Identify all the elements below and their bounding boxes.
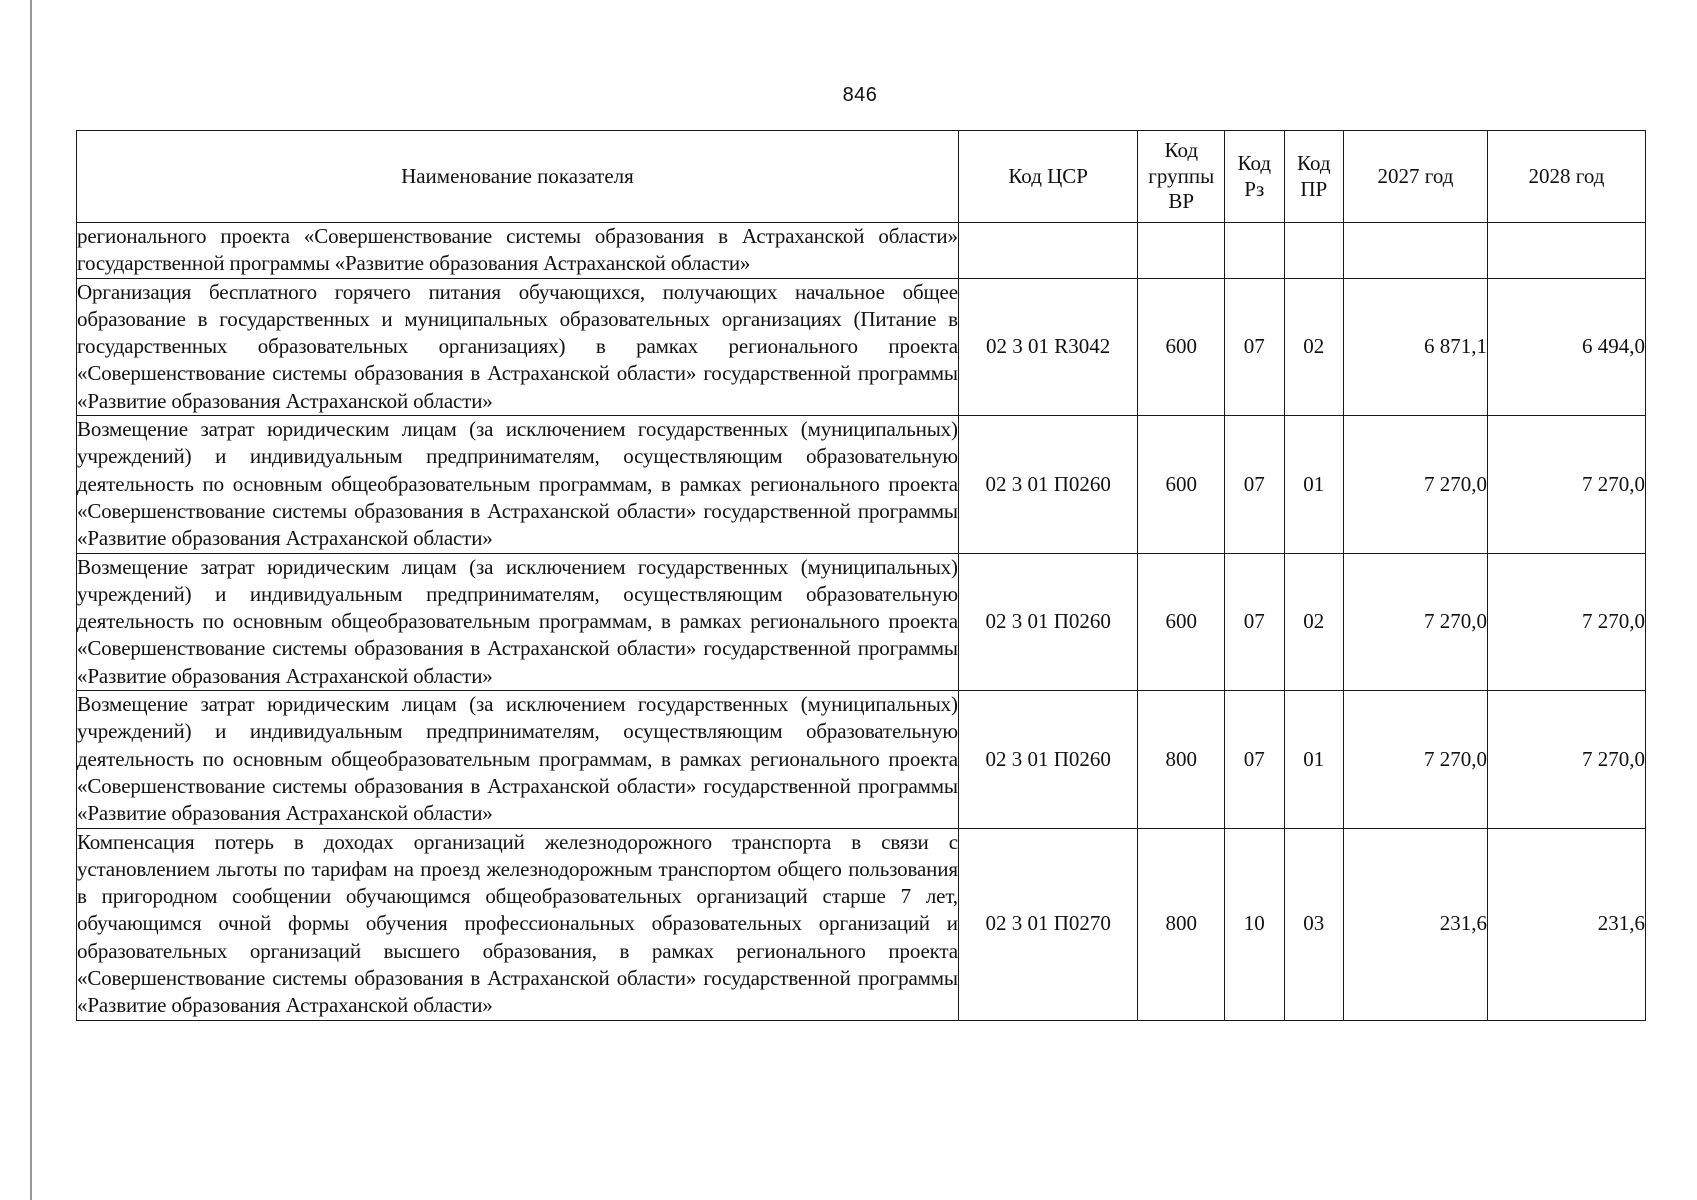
table-header-row [77, 131, 1646, 223]
row-rz: 07 [1225, 553, 1285, 690]
table-row [77, 223, 1646, 279]
row-name: Возмещение затрат юридическим лицам (за исключением государственных (муниципальных) учреждений) и индивидуальным предпринимателям, осуществляющим образовательную деятельность по основным общеобразовательным программам, в рамках регионального проекта «Совершенствование системы образования в Астраханской области» государственной программы «Развитие образования Астраханской области» [77, 691, 959, 828]
row-rz: 07 [1225, 416, 1285, 553]
row-name: Возмещение затрат юридическим лицам (за исключением государственных (муниципальных) учреждений) и индивидуальным предпринимателям, осуществляющим образовательную деятельность по основным общеобразовательным программам, в рамках регионального проекта «Совершенствование системы образования в Астраханской области» государственной программы «Развитие образования Астраханской области» [77, 553, 959, 690]
row-csr: 02 3 01 П0260 [958, 416, 1138, 553]
row-2028 [1487, 223, 1645, 279]
row-vr [1138, 223, 1225, 279]
row-2028: 6 494,0 [1487, 278, 1645, 415]
row-vr: 600 [1138, 553, 1225, 690]
row-pr: 01 [1284, 691, 1344, 828]
header-csr: Код ЦСР [958, 131, 1138, 223]
row-pr: 03 [1284, 828, 1344, 1020]
row-pr: 02 [1284, 278, 1344, 415]
row-2027: 6 871,1 [1344, 278, 1488, 415]
table-row [77, 553, 1646, 690]
row-2027: 7 270,0 [1344, 553, 1488, 690]
row-2027 [1344, 223, 1488, 279]
row-2028: 7 270,0 [1487, 416, 1645, 553]
table-row [77, 828, 1646, 1020]
row-2027: 231,6 [1344, 828, 1488, 1020]
row-2027: 7 270,0 [1344, 416, 1488, 553]
header-rz: Код Рз [1225, 131, 1285, 223]
page-number: 846 [842, 84, 878, 106]
header-name: Наименование показателя [77, 131, 959, 223]
row-csr [958, 223, 1138, 279]
row-name: Организация бесплатного горячего питания обучающихся, получающих начальное общее образование в государственных и муниципальных образовательных организациях (Питание в государственных образовательных организациях) в рамках регионального проекта «Совершенствование системы образования в Астраханской области» государственной программы «Развитие образования Астраханской области» [77, 278, 959, 415]
row-csr: 02 3 01 R3042 [958, 278, 1138, 415]
row-rz: 07 [1225, 691, 1285, 828]
row-csr: 02 3 01 П0260 [958, 553, 1138, 690]
header-2027: 2027 год [1344, 131, 1488, 223]
row-csr: 02 3 01 П0270 [958, 828, 1138, 1020]
row-name: регионального проекта «Совершенствование системы образования в Астраханской области» государственной программы «Развитие образования Астраханской области» [77, 223, 959, 279]
row-vr: 600 [1138, 278, 1225, 415]
budget-table [76, 130, 1646, 1021]
row-name: Возмещение затрат юридическим лицам (за исключением государственных (муниципальных) учреждений) и индивидуальным предпринимателям, осуществляющим образовательную деятельность по основным общеобразовательным программам, в рамках регионального проекта «Совершенствование системы образования в Астраханской области» государственной программы «Развитие образования Астраханской области» [77, 416, 959, 553]
row-vr: 800 [1138, 691, 1225, 828]
row-2028: 7 270,0 [1487, 553, 1645, 690]
row-csr: 02 3 01 П0260 [958, 691, 1138, 828]
row-name: Компенсация потерь в доходах организаций железнодорожного транспорта в связи с установлением льготы по тарифам на проезд железнодорожным транспортом общего пользования в пригородном сообщении обучающимся общеобразовательных организаций старше 7 лет, обучающимся очной формы обучения профессиональных образовательных организаций и образовательных организаций высшего образования, в рамках регионального проекта «Совершенствование системы образования в Астраханской области» государственной программы «Развитие образования Астраханской области» [77, 828, 959, 1020]
row-rz: 07 [1225, 278, 1285, 415]
table-row [77, 691, 1646, 828]
header-pr: Код ПР [1284, 131, 1344, 223]
table-row [77, 278, 1646, 415]
row-rz: 10 [1225, 828, 1285, 1020]
row-pr: 01 [1284, 416, 1344, 553]
row-rz [1225, 223, 1285, 279]
row-2027: 7 270,0 [1344, 691, 1488, 828]
row-vr: 800 [1138, 828, 1225, 1020]
row-vr: 600 [1138, 416, 1225, 553]
row-2028: 231,6 [1487, 828, 1645, 1020]
header-vr: Код группы ВР [1138, 131, 1225, 223]
binding-edge-line [30, 0, 32, 1200]
row-pr: 02 [1284, 553, 1344, 690]
table-row [77, 416, 1646, 553]
header-2028: 2028 год [1487, 131, 1645, 223]
row-2028: 7 270,0 [1487, 691, 1645, 828]
row-pr [1284, 223, 1344, 279]
